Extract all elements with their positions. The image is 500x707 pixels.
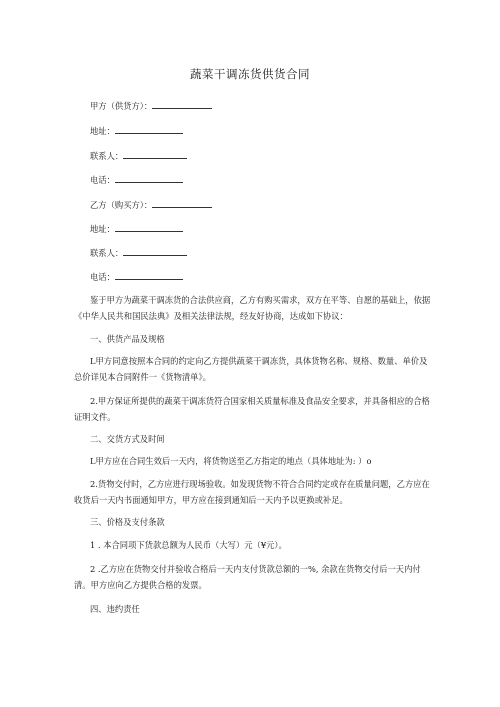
- party-a-contact-blank[interactable]: [123, 149, 187, 159]
- party-a-blank[interactable]: [152, 99, 212, 109]
- party-b-phone-label: 电话：: [90, 272, 115, 282]
- party-b-phone-blank[interactable]: [115, 270, 183, 280]
- party-b-label-line: [90, 198, 212, 211]
- section-1-item-1: L甲方同意按照本合同的约定向乙方提供蔬菜干调冻货，具体货物名称、规格、数量、单价及总价详见本合同附件一《货物清单》。: [74, 356, 428, 382]
- section-1-heading: 一、供货产品及规格: [90, 334, 165, 344]
- party-a-contact-label: 联系人：: [90, 151, 124, 161]
- party-a-phone-blank[interactable]: [115, 173, 183, 183]
- preamble-paragraph: 鉴于甲方为蔬菜干调冻货的合法供应商，乙方有购买需求，双方在平等、自愿的基础上，依据《中华人民共和国民法典》及相关法律法规，经友好协商，达成如下协议：: [74, 295, 431, 321]
- party-b-contact-line: [90, 246, 187, 259]
- party-a-address-label: 地址：: [90, 126, 115, 136]
- party-a-label-line: [90, 99, 212, 112]
- party-b-blank[interactable]: [152, 198, 212, 208]
- party-a-address-line: [90, 124, 183, 137]
- page-title: 蔬菜干调冻货供货合同: [190, 67, 310, 81]
- section-4-heading: 四、违约责任: [90, 604, 140, 614]
- section-2-heading: 二、交货方式及时间: [90, 434, 165, 444]
- party-a-phone-label: 电话：: [90, 175, 115, 185]
- section-2-item-2: 2.货物交付时，乙方应进行现场验收。如发现货物不符合合同约定或存在质量问题，乙方应在收货后一天内书面通知甲方，甲方应在接到通知后一天内予以更换或补足。: [74, 479, 430, 505]
- party-a-contact-line: [90, 149, 187, 162]
- section-3-heading: 三、价格及支付条款: [90, 517, 165, 527]
- party-b-label: 乙方（购买方）：: [90, 200, 153, 210]
- party-a-label: 甲方（供货方）：: [90, 101, 153, 111]
- party-b-address-line: [90, 222, 183, 235]
- section-1-item-2: 2.甲方保证所提供的蔬菜干调冻货符合国家相关质量标准及食品安全要求，并具备相应的合格证明文件。: [74, 396, 430, 422]
- party-b-contact-label: 联系人：: [90, 248, 124, 258]
- party-b-address-label: 地址：: [90, 224, 115, 234]
- section-3-item-1: 1 . 本合同项下货款总额为人民币（大写）元（¥元）。: [90, 540, 287, 550]
- section-2-item-1: L甲方应在合同生效后一天内，将货物送至乙方指定的地点（具体地址为: ）o: [90, 456, 372, 466]
- party-b-contact-blank[interactable]: [123, 246, 187, 256]
- party-a-phone-line: [90, 173, 183, 186]
- party-b-phone-line: [90, 270, 183, 283]
- party-a-address-blank[interactable]: [115, 124, 183, 134]
- section-3-item-2: 2 .乙方应在货物交付并验收合格后一天内支付货款总额的一%, 余款在货物交付后一天内付清。甲方应向乙方提供合格的发票。: [74, 564, 421, 590]
- party-b-address-blank[interactable]: [115, 222, 183, 232]
